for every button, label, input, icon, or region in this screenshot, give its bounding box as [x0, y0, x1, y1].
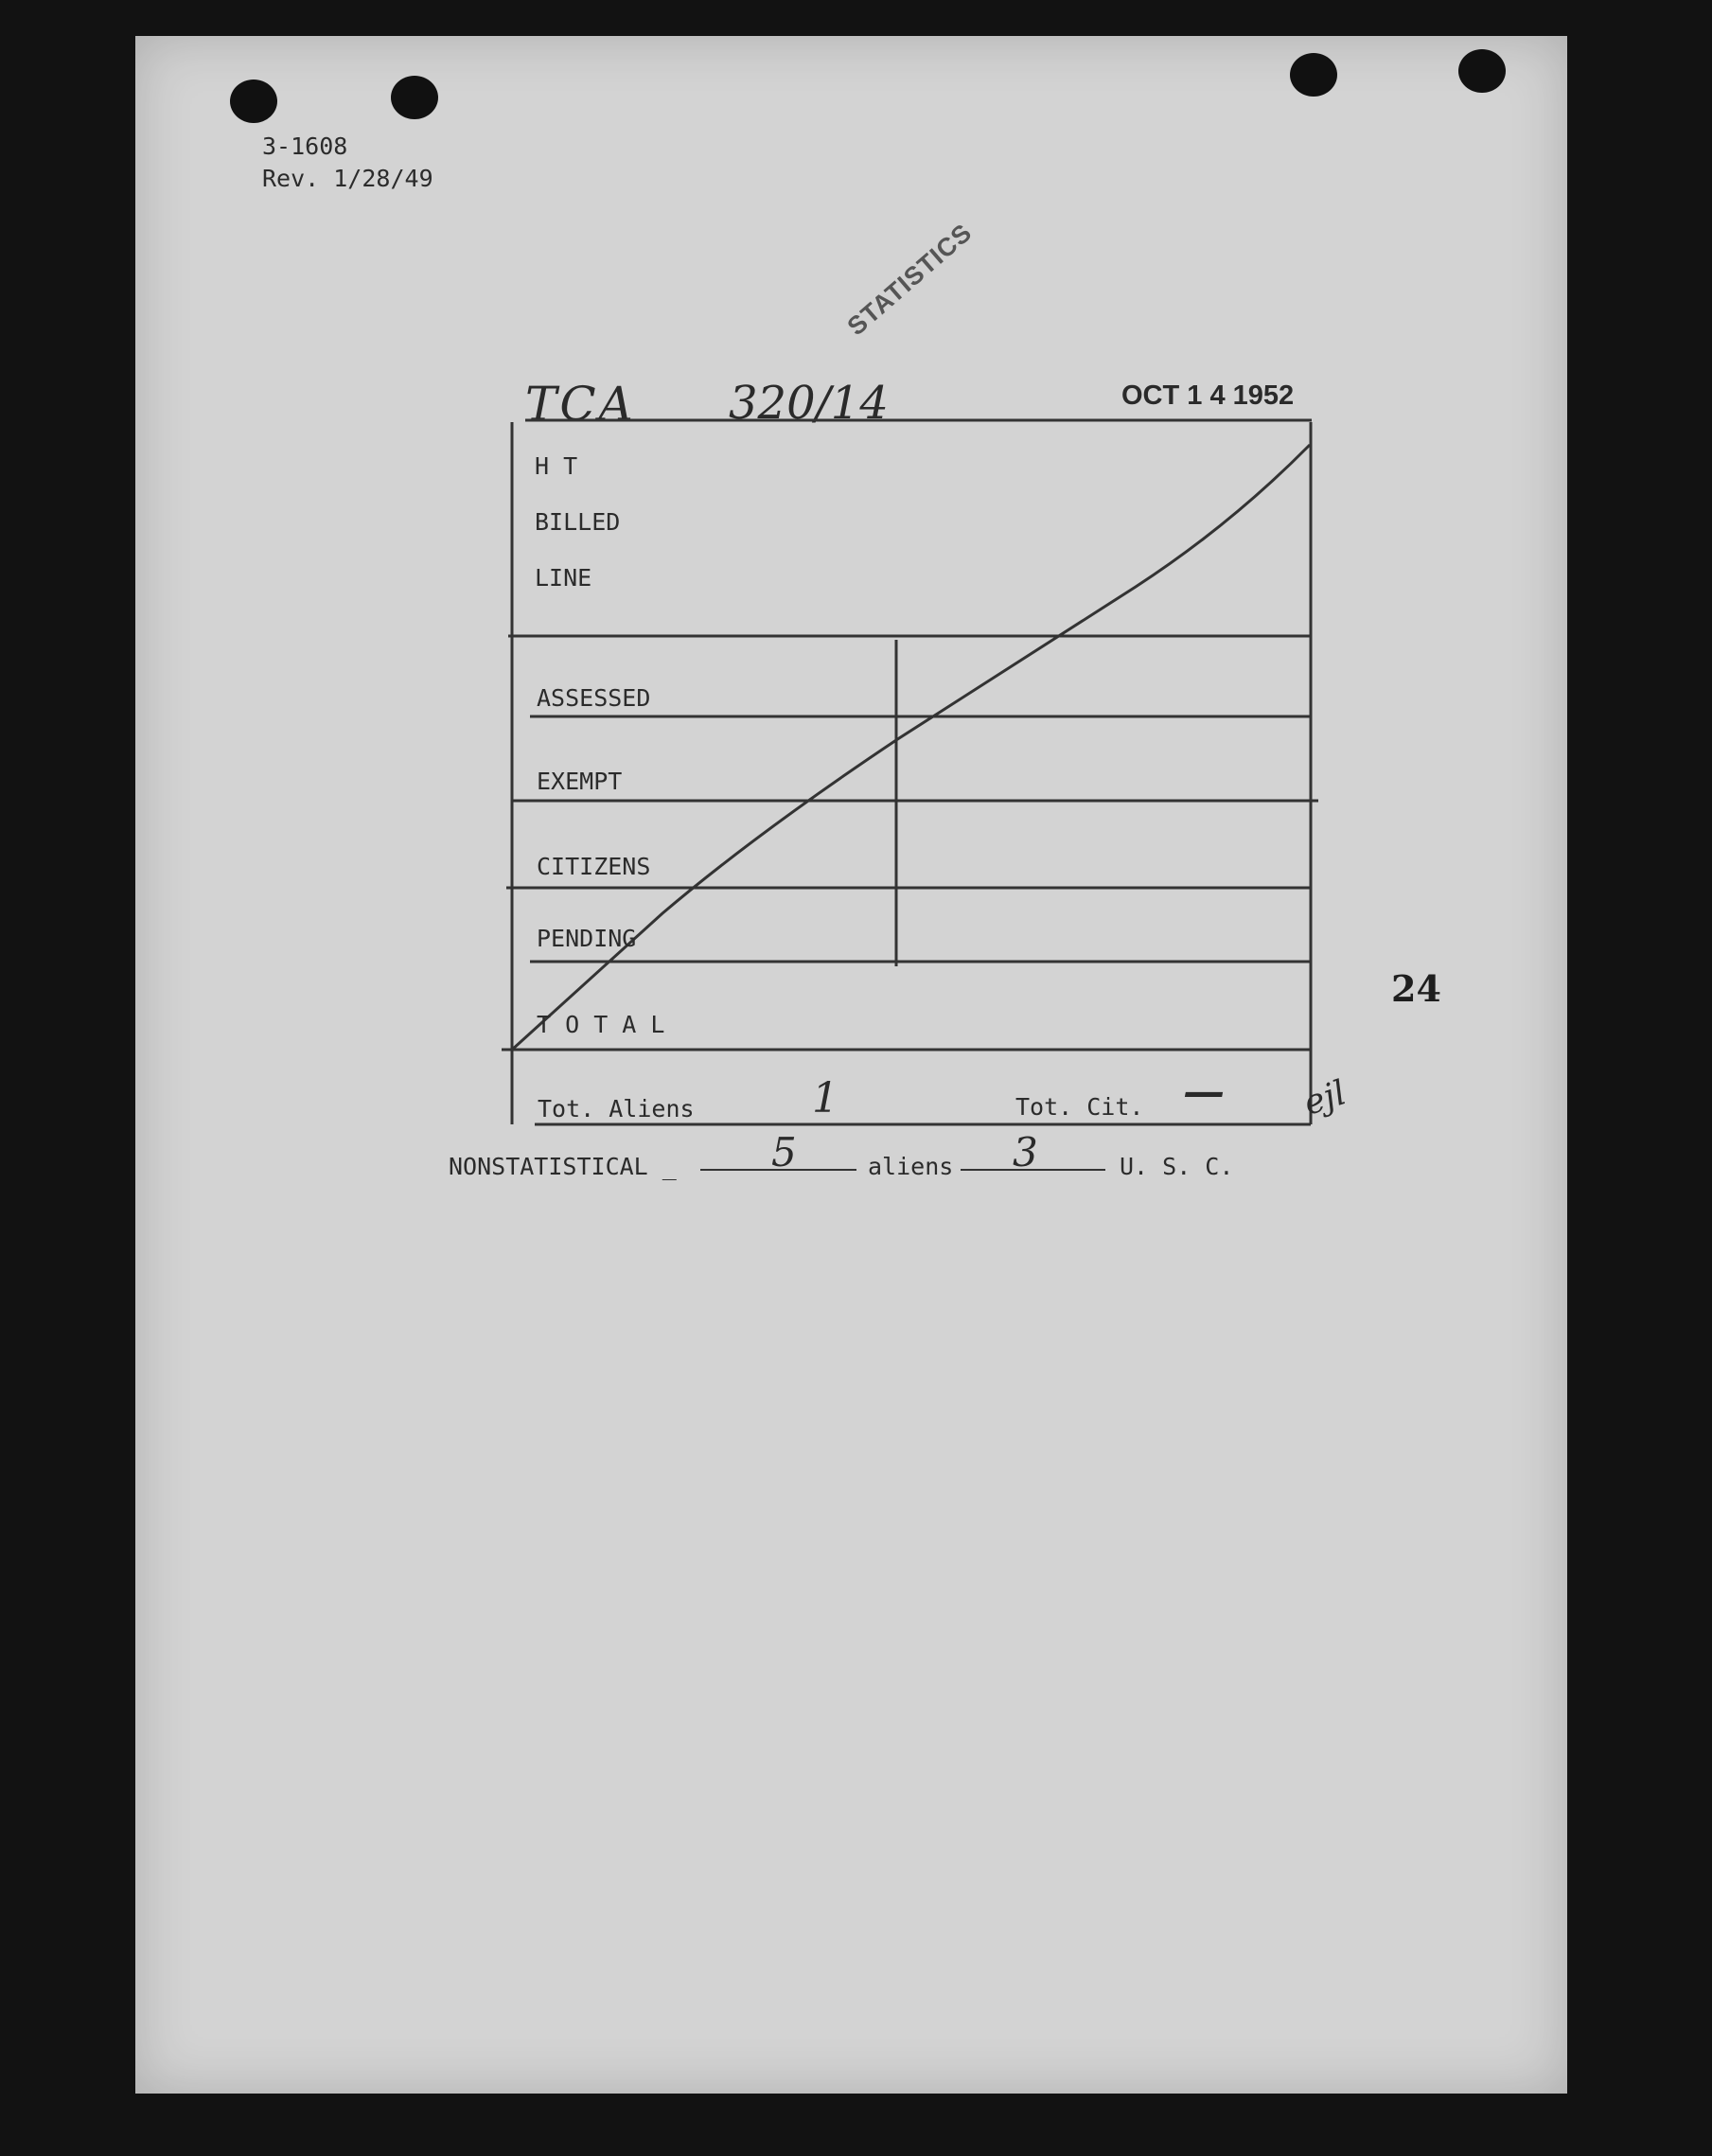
- nonstatistical-aliens-label: aliens: [868, 1153, 954, 1180]
- row-label-citizens: CITIZENS: [537, 853, 651, 880]
- tot-cit-value: —: [1183, 1068, 1225, 1116]
- row-label-pending: PENDING: [537, 925, 637, 952]
- initials: ejl: [1298, 1073, 1351, 1123]
- nonstatistical-aliens-value: 5: [771, 1129, 797, 1175]
- tot-cit-label: Tot. Cit.: [1015, 1093, 1144, 1121]
- date-stamp: OCT 1 4 1952: [1121, 380, 1295, 411]
- page-number: 24: [1391, 967, 1441, 1010]
- tot-aliens-value: 1: [812, 1074, 838, 1122]
- nonstatistical-usc-label: U. S. C.: [1120, 1153, 1234, 1180]
- handwritten-code: TCA: [525, 377, 636, 432]
- row-label-assessed: ASSESSED: [537, 684, 651, 712]
- form-revision: Rev. 1/28/49: [262, 165, 433, 192]
- statistics-stamp: STATISTICS: [841, 218, 978, 342]
- cancel-diagonal-line: [511, 445, 1310, 1051]
- row-label-ht: H T: [535, 452, 578, 480]
- handwritten-number: 320/14: [729, 377, 889, 430]
- tot-aliens-label: Tot. Aliens: [538, 1095, 695, 1122]
- form-number: 3-1608: [262, 133, 348, 160]
- row-label-exempt: EXEMPT: [537, 768, 623, 795]
- nonstatistical-usc-value: 3: [1013, 1129, 1038, 1175]
- row-label-total: T O T A L: [537, 1011, 665, 1038]
- nonstatistical-label: NONSTATISTICAL _: [449, 1153, 677, 1180]
- row-label-billed: BILLED: [535, 508, 621, 536]
- row-label-line: LINE: [535, 564, 592, 592]
